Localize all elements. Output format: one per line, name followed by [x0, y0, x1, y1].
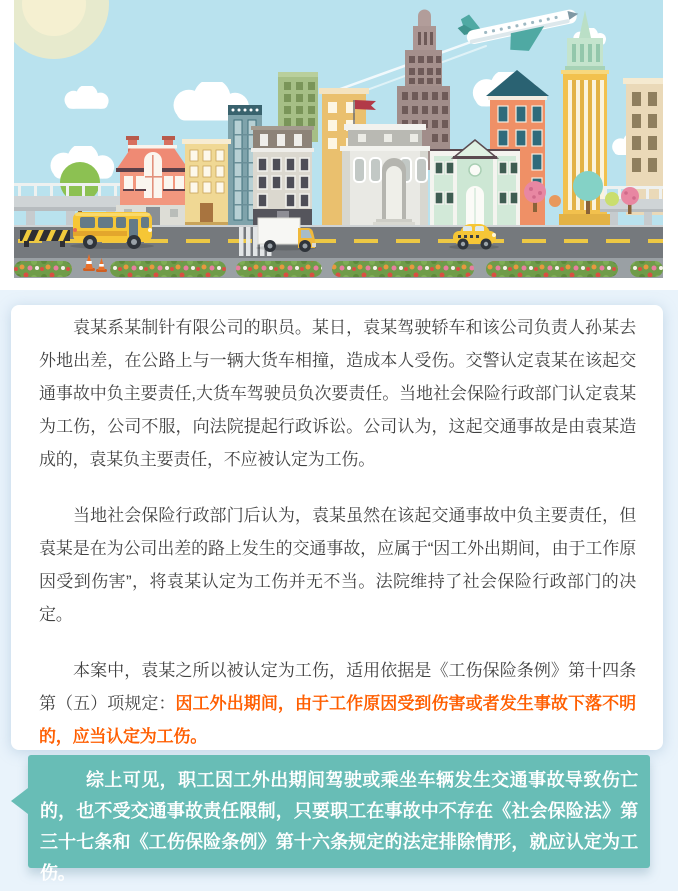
article-card: [11, 305, 663, 750]
article-paragraph-1: 袁某系某制针有限公司的职员。某日，袁某驾驶轿车和该公司负责人孙某去外地出差，在公路上与一辆大货车相撞，造成本人受伤。交警认定袁某在该起交通事故中负主要责任,大货车驾驶员负次要责任。当地社会保险行政部门认定袁某为工伤，公司不服，向法院提起行政诉讼。公司认为，这起交通事故是由袁某造成的，袁某负主要责任，不应被认定为工伤。: [39, 318, 636, 469]
conclusion-text: 综上可见，职工因工外出期间驾驶或乘坐车辆发生交通事故导致伤亡的，也不受交通事故责任限制，只要职工在事故中不存在《社会保险法》第三十七条和《工伤保险条例》第十六条规定的法定排除情形，就应认定为工伤。: [40, 770, 638, 883]
paragraph-3-highlight: 因工外出期间，由于工作原因受到伤害或者发生事故下落不明的，应当认定为工伤。: [39, 694, 636, 746]
article-paragraph-2: 当地社会保险行政部门后认为，袁某虽然在该起交通事故中负主要责任，但袁某是在为公司出差的路上发生的交通事故，应属于“因工外出期间，由于工作原因受到伤害”，将袁某认定为工伤并无不当。法院维持了社会保险行政部门的决定。: [39, 506, 636, 624]
city-illustration: [14, 0, 663, 278]
paragraph-3-lead: 本案中，袁某之所以被认定为工伤，适用依据是《工伤保险条例》第十四条第（五）项规定：: [39, 661, 636, 713]
article-paragraph-3: [39, 654, 636, 753]
conclusion-callout: [28, 755, 650, 883]
hero-illustration: [14, 0, 663, 278]
